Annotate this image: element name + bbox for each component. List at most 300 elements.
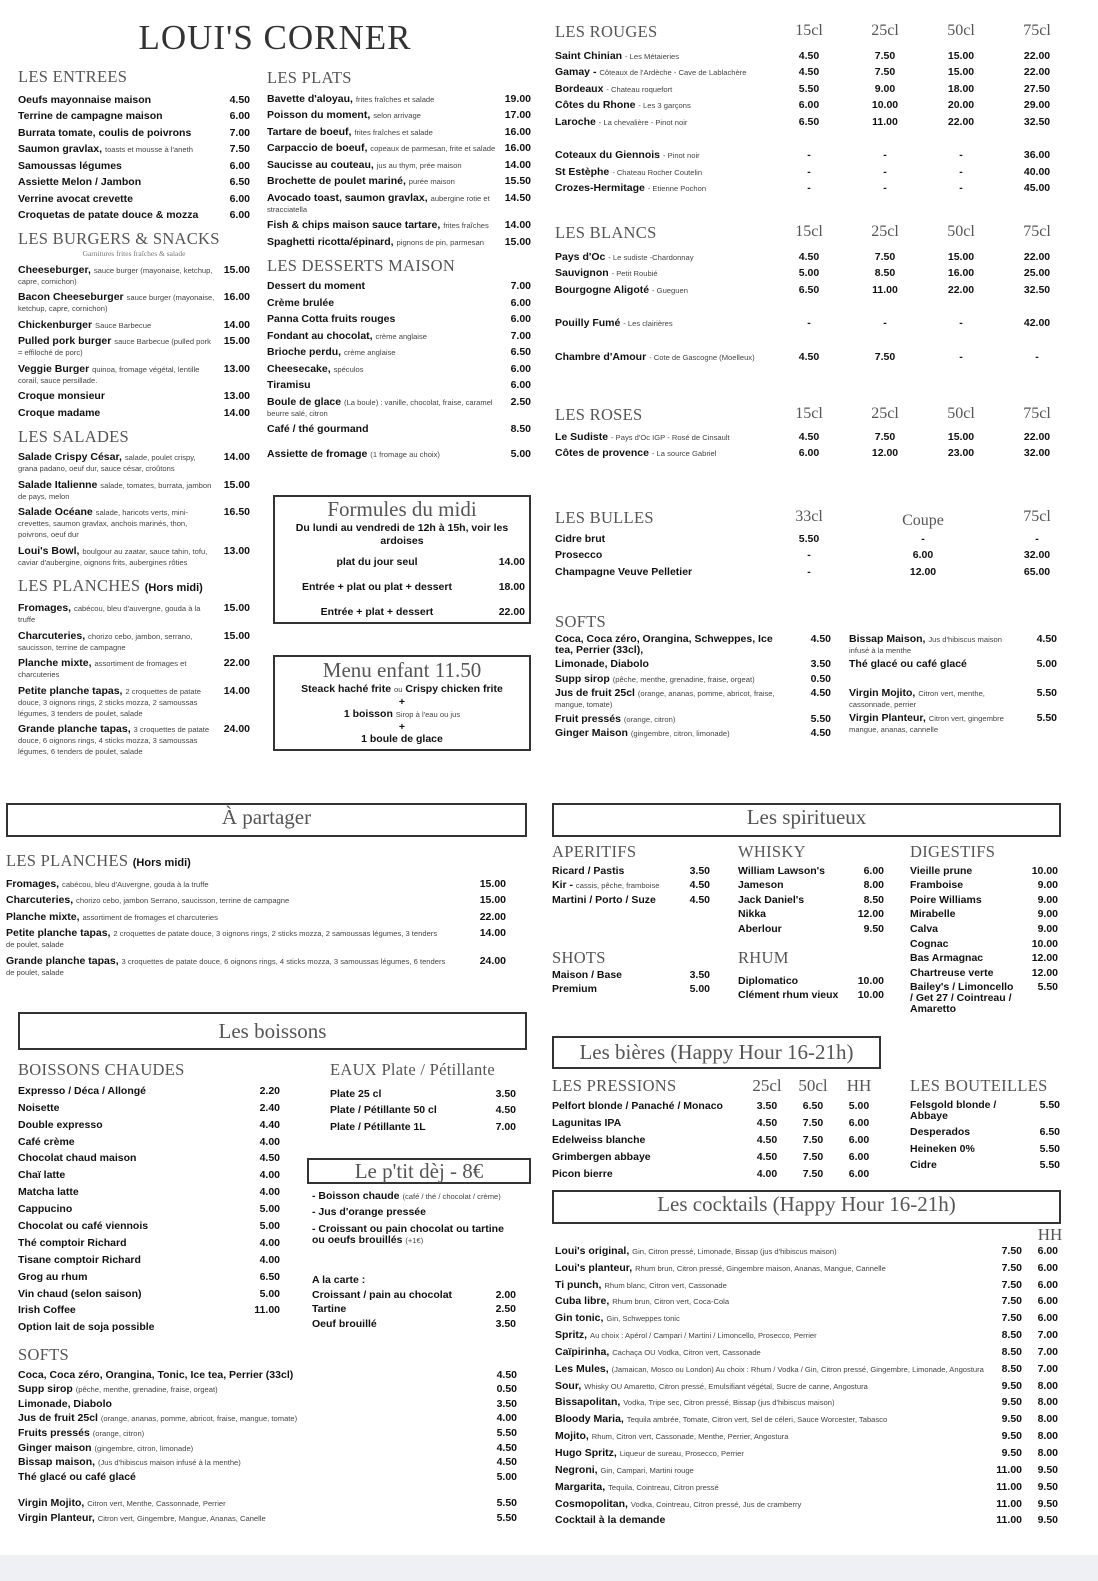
item-price: 14.00 (479, 927, 506, 939)
item-name: Desperados (910, 1126, 971, 1138)
item-price: 22.00 (223, 657, 250, 669)
item-price: 15.00 (223, 478, 250, 491)
menu-item (330, 1116, 516, 1133)
menu-item (555, 670, 831, 685)
digestifs-list (910, 862, 1058, 1015)
item-name: Plate 25 cl (330, 1087, 382, 1100)
item-price: 16.50 (223, 506, 250, 518)
item-price: 14.00 (504, 158, 531, 171)
fromage-list (267, 443, 531, 460)
item-price: - (883, 317, 887, 329)
item-price: 13.00 (223, 362, 250, 375)
item-price: 29.00 (1023, 99, 1051, 111)
item-price: 22.00 (1023, 430, 1051, 443)
item-name: Coca, Coca zéro, Orangina, Schweppes, Ice tea, Perrier (33cl), (555, 632, 773, 656)
item-name: Supp sirop (18, 1383, 73, 1396)
menu-item (910, 877, 1058, 892)
section-heading-burgers: LES BURGERS & SNACKS (18, 229, 220, 248)
restaurant-title: LOUI'S CORNER (138, 18, 412, 57)
formules-box (273, 495, 531, 624)
item-name: Chocolat ou café viennois (18, 1220, 149, 1233)
menu-item (18, 474, 250, 502)
item-name: Chaï latte (18, 1169, 66, 1182)
menu-item (18, 205, 250, 222)
item-price: 7.00 (1037, 1345, 1058, 1358)
item-price: 9.50 (1001, 1446, 1022, 1459)
item-price: 5.00 (510, 447, 531, 460)
menu-item (555, 1493, 1058, 1510)
item-price: 4.50 (689, 893, 710, 906)
item-price: 13.00 (223, 544, 250, 557)
item-name: Chickenburger (18, 318, 93, 331)
item-name: Boule de glace (267, 395, 342, 408)
partager-list (6, 873, 506, 978)
item-price: 5.50 (1037, 981, 1058, 994)
menu-item (552, 1112, 882, 1129)
item-name: Aberlour (738, 922, 782, 935)
menu-item (555, 630, 831, 656)
item-name: Champagne Veuve Pelletier (555, 565, 693, 578)
item-name: Hugo Spritz, (555, 1446, 617, 1459)
section-heading-salades: LES SALADES (18, 426, 130, 446)
item-price: 11.00 (872, 283, 898, 296)
menu-item (18, 89, 250, 106)
boissons-box (18, 1012, 527, 1050)
item-price: 8.50 (874, 267, 896, 279)
item-price: 5.50 (810, 712, 831, 725)
menu-item (18, 1131, 280, 1148)
item-name: Thé glacé ou café glacé (849, 658, 967, 670)
menu-item (552, 1129, 882, 1146)
item-description: cassis, pêche, framboise (575, 881, 660, 891)
enfant-main-a: Steack haché frite (301, 683, 392, 695)
item-name: Bourgogne Aligoté (555, 283, 650, 296)
item-description: (orange, ananas, pomme, abricot, fraise, mangue, tomate) (555, 689, 775, 709)
item-name: Planche mixte, (6, 910, 80, 923)
menu-item (6, 890, 506, 907)
menu-item (555, 710, 831, 725)
item-price: 32.00 (1023, 549, 1051, 561)
item-name: Bacon Cheeseburger (18, 291, 124, 303)
menu-item (555, 1408, 1058, 1425)
item-price: 42.00 (1023, 317, 1051, 329)
menu-item (267, 292, 531, 309)
item-price: 9.50 (1001, 1379, 1022, 1392)
menu-item (18, 402, 250, 419)
menu-item (555, 145, 1075, 162)
desserts-list (267, 276, 531, 436)
menu-item (910, 906, 1058, 921)
menu-item (312, 1315, 516, 1330)
section-heading-roses: LES ROSES (555, 405, 643, 424)
menu-item (555, 656, 831, 671)
item-name: Limonade, Diabolo (18, 1397, 112, 1410)
item-price: 5.00 (689, 983, 710, 996)
blancs-header (555, 223, 1075, 243)
menu-item (555, 545, 1075, 562)
enfant-drink-note: Sirop à l'eau ou jus (395, 710, 461, 719)
plats-list (267, 88, 531, 248)
item-price: 9.00 (1037, 908, 1058, 921)
item-name: Tiramisu (267, 379, 311, 391)
menu-item (18, 1410, 517, 1425)
item-price: 9.50 (1001, 1430, 1022, 1443)
item-price: 14.50 (504, 191, 531, 204)
item-description: sauce burger (mayonaise, ketchup, capre, cornichon) (18, 293, 215, 313)
item-price: 5.50 (496, 1497, 517, 1510)
item-name: Crozes-Hermitage (555, 182, 645, 194)
menu-item (18, 1300, 280, 1317)
section-heading-shots: SHOTS (552, 948, 606, 967)
item-name: Pelfort blonde / Panaché / Monaco (552, 1100, 723, 1112)
menu-item (6, 923, 506, 951)
item-price: 4.50 (756, 1117, 778, 1129)
item-description: copeaux de parmesan, frite et salade (370, 144, 496, 153)
menu-item (555, 1291, 1058, 1308)
item-name: Café / thé gourmand (267, 423, 369, 435)
blancs-list (555, 246, 1075, 363)
item-price: 6.00 (798, 99, 820, 111)
menu-item (18, 358, 250, 386)
item-description: (gingembre, citron, limonade) (630, 729, 730, 738)
item-description: 2 croquettes de patate douce, 3 oignons rings, 2 sticks mozza, 2 samoussas légumes, 3 tenders de poulet, salade (6, 929, 438, 949)
item-name: Calva (910, 922, 939, 935)
item-price: 7.00 (510, 329, 531, 342)
item-name: Bordeaux (555, 82, 604, 95)
item-price: 2.00 (495, 1288, 516, 1301)
menu-item (910, 1138, 1060, 1155)
boissons-title: Les boissons (218, 1019, 327, 1043)
item-price: 14.00 (504, 219, 531, 231)
item-description: (+1€) (405, 1235, 424, 1245)
item-price: 0.50 (810, 672, 831, 685)
menu-item (555, 443, 1075, 460)
item-price: 15.00 (223, 629, 250, 642)
item-price: 7.00 (1037, 1362, 1058, 1375)
item-name: Noisette (18, 1101, 60, 1114)
item-description: chorizo cebo, jambon, serrano, saucisson, terrine de campagne (18, 631, 193, 652)
rouges-list (555, 45, 1075, 194)
item-price: 6.00 (1037, 1278, 1058, 1291)
item-name: Saumon gravlax, (18, 143, 103, 155)
item-name: Loui's Bowl, (18, 544, 80, 557)
item-price: 6.00 (1037, 1244, 1058, 1257)
rhum-list (738, 972, 884, 1001)
item-name: Plate / Pétillante 50 cl (330, 1104, 437, 1116)
item-name: Vieille prune (910, 864, 973, 877)
formule-price: 22.00 (498, 606, 525, 618)
item-price: - (807, 565, 811, 578)
item-name: Martini / Porto / Suze (552, 893, 656, 906)
item-price: 32.50 (1023, 115, 1051, 128)
item-description: Au choix : Apérol / Campari / Martini / Limoncello, Prosecco, Perrier (590, 1331, 817, 1341)
menu-item (18, 653, 250, 681)
item-name: Jack Daniel's (738, 893, 805, 906)
item-price: 7.50 (1001, 1295, 1022, 1308)
item-name: Irish Coffee (18, 1304, 76, 1317)
item-price: 20.00 (947, 99, 975, 111)
item-name: Cheesecake, (267, 362, 331, 375)
item-name: Charcuteries, (6, 894, 74, 906)
planches-note: (Hors midi) (144, 581, 203, 594)
item-price: 15.00 (223, 263, 250, 276)
section-heading-bouteilles: LES BOUTEILLES (910, 1076, 1048, 1095)
item-description: Rhum brun, Citron vert, Coca-Cola (612, 1297, 730, 1307)
menu-item (910, 979, 1058, 1016)
item-price: 6.00 (510, 362, 531, 375)
menu-item (18, 1097, 280, 1114)
menu-enfant-box (273, 655, 531, 751)
menu-item (555, 346, 1075, 363)
item-description: assortiment de fromages et charcuteries (82, 912, 218, 922)
formules-subtitle: Du lundi au vendredi de 12h à 15h, voir les ardoises (295, 522, 509, 547)
item-description: Vodka, Cointreau, Citron pressé, Jus de cramberry (630, 1499, 802, 1509)
item-price: 4.00 (259, 1253, 280, 1266)
item-price: 7.00 (229, 126, 250, 139)
size-header: HH (846, 1076, 872, 1095)
cocktails-title: Les cocktails (Happy Hour 16-21h) (657, 1192, 956, 1216)
planches-heading: LES PLANCHES (18, 575, 141, 595)
formule-label: Entrée + plat + dessert (320, 606, 434, 618)
item-price: 11.00 (996, 1514, 1022, 1527)
menu-item (552, 862, 710, 877)
menu-item (330, 1100, 516, 1117)
item-price: 4.50 (1036, 632, 1057, 645)
item-name: Chartreuse verte (910, 966, 994, 979)
entrees-list (18, 89, 250, 221)
menu-item (312, 1286, 516, 1301)
item-name: Pouilly Fumé (555, 317, 621, 329)
item-description: Tequila ambrée, Tomate, Citron vert, Sel de céleri, Sauce Worcester, Tabasco (626, 1415, 888, 1425)
size-header: 15cl (795, 223, 823, 240)
item-price: 7.50 (1001, 1261, 1022, 1274)
item-price: 11.00 (872, 115, 898, 128)
menu-item (267, 358, 531, 375)
item-name: Grande planche tapas, (6, 954, 119, 967)
item-name: Verrine avocat crevette (18, 192, 133, 205)
item-price: 2.40 (259, 1101, 280, 1114)
item-name: Supp sirop (555, 672, 610, 685)
item-price: 7.00 (510, 280, 531, 292)
item-description: crème anglaise (375, 331, 428, 341)
item-price: 65.00 (1023, 565, 1051, 578)
item-price: 15.50 (504, 175, 531, 187)
item-name: Tartine (312, 1303, 347, 1315)
item-price: - (959, 165, 963, 178)
item-description: crème anglaise (344, 348, 396, 357)
menu-item (6, 873, 506, 890)
menu-item (910, 1094, 1060, 1122)
partager-title: À partager (221, 805, 312, 829)
item-name: Jus de fruit 25cl (18, 1412, 98, 1425)
formule-price: 18.00 (498, 581, 525, 593)
menu-item (18, 1215, 280, 1232)
menu-item (18, 598, 250, 626)
item-price: 4.50 (810, 687, 831, 699)
item-description: - Les clairières (623, 319, 673, 328)
item-description: salade, tomates, burrata, jambon de pays, melon (18, 480, 212, 501)
item-description: sauce burger (mayonaise, ketchup, capre, cornichon) (18, 265, 213, 286)
item-name: Les Mules, (555, 1362, 609, 1375)
item-name: Fromages, (18, 602, 72, 614)
cocktails-list (555, 1240, 1058, 1526)
item-description: purée maison (408, 177, 455, 186)
menu-item (555, 1425, 1058, 1442)
item-price: 12.00 (909, 565, 937, 578)
item-price: - (807, 182, 811, 194)
item-price: 6.00 (510, 313, 531, 325)
item-name: Heineken 0% (910, 1142, 975, 1155)
item-description: (orange, citron) (623, 714, 676, 724)
item-price: 5.00 (259, 1220, 280, 1233)
bieres-title: Les bières (Happy Hour 16-21h) (579, 1040, 854, 1064)
item-price: - (959, 182, 963, 194)
item-price: 4.50 (798, 430, 820, 443)
item-name: Spritz, (555, 1329, 588, 1342)
shots-list (552, 966, 710, 995)
menu-item (312, 1185, 516, 1202)
partager-note: (Hors midi) (132, 857, 191, 869)
item-name: Ricard / Pastis (552, 864, 625, 877)
item-name: Panna Cotta fruits rouges (267, 313, 396, 325)
item-price: 11.00 (996, 1497, 1022, 1510)
item-price: 6.00 (229, 110, 250, 122)
item-description: Jus d'hibiscus maison infusé à la menthe (849, 634, 1002, 655)
item-description: frites fraîches et salade (354, 127, 433, 137)
item-description: Cachaça OU Vodka, Citron vert, Cassonade (612, 1347, 761, 1357)
item-name: Mojito, (555, 1430, 589, 1443)
item-description: chorizo cebo, jambon Serrano, saucisson, terrine de campagne (76, 896, 290, 905)
menu-item (555, 1324, 1058, 1341)
item-price: 4.00 (259, 1186, 280, 1199)
menu-item (18, 625, 250, 653)
item-price: 6.00 (229, 159, 250, 172)
item-price: 10.00 (871, 99, 899, 111)
item-name: Brioche perdu, (267, 346, 342, 358)
eaux-list (330, 1083, 516, 1133)
item-name: Fruit pressés (555, 712, 621, 725)
menu-item (555, 1375, 1058, 1392)
item-price: 15.00 (947, 250, 975, 263)
item-description: Sauce Barbecue (95, 320, 152, 330)
item-description: Rhum blanc, Citron vert, Cassonade (604, 1280, 727, 1290)
item-price: 15.00 (479, 894, 506, 906)
item-price: - (807, 149, 811, 161)
menu-item (18, 331, 250, 359)
item-price: - (807, 549, 811, 561)
item-description: - Petit Roubié (611, 269, 658, 278)
menu-item (18, 1381, 517, 1396)
menu-item (555, 685, 831, 711)
item-price: 16.00 (947, 267, 975, 279)
menu-item (18, 122, 250, 139)
menu-item (552, 981, 710, 996)
item-name: - Boisson chaude (312, 1189, 400, 1202)
item-price: 8.00 (863, 879, 884, 892)
plus-sign: + (398, 721, 406, 733)
item-price: 2.50 (510, 395, 531, 408)
item-name: Samoussas légumes (18, 159, 122, 172)
menu-item (555, 561, 1075, 578)
item-name: Edelweiss blanche (552, 1134, 646, 1146)
item-description: Vodka, Tripe sec, Citron pressé, Bissap (jus d'hibiscus maison) (623, 1398, 835, 1408)
item-name: Brochette de poulet mariné, (267, 175, 406, 187)
ptitdej-box (307, 1158, 531, 1184)
item-name: Petite planche tapas, (18, 684, 123, 697)
item-price: 5.50 (496, 1511, 517, 1524)
menu-item (555, 279, 1075, 296)
item-name: Plate / Pétillante 1L (330, 1120, 426, 1133)
size-header: 50cl (947, 22, 975, 39)
bouteilles-list (910, 1094, 1060, 1171)
item-price: 7.50 (1001, 1278, 1022, 1291)
item-price: 4.50 (229, 93, 250, 106)
item-price: 9.50 (1037, 1480, 1058, 1493)
item-name: Croque madame (18, 406, 101, 419)
item-name: Margarita, (555, 1480, 606, 1493)
menu-item (312, 1218, 516, 1246)
item-description: 2 croquettes de patate douce, 3 oignons rings, 2 sticks mozza, 2 samoussas légumes, 3 tenders de poulet, salade (18, 686, 201, 718)
item-description: - Pinot noir (662, 151, 700, 160)
item-price: - (883, 182, 887, 194)
item-name: Cidre (910, 1159, 937, 1171)
salades-list (18, 447, 250, 568)
item-price: 4.50 (798, 250, 820, 263)
item-name: Poire Williams (910, 893, 982, 906)
menu-item (555, 263, 1075, 280)
item-name: Salade Crispy César, (18, 451, 122, 463)
size-header: 15cl (795, 405, 823, 422)
item-price: 4.50 (756, 1151, 778, 1163)
item-price: 40.00 (1023, 165, 1051, 178)
item-price: 12.00 (1031, 952, 1058, 965)
item-price: 14.00 (223, 406, 250, 419)
item-price: 5.00 (496, 1470, 517, 1483)
item-price: - (883, 149, 887, 161)
item-name: Assiette de fromage (267, 447, 368, 460)
menu-item (267, 171, 531, 188)
item-price: 5.50 (798, 532, 820, 545)
formule-label: Entrée + plat ou plat + dessert (302, 581, 452, 593)
size-header: 75cl (1023, 223, 1051, 240)
item-price: 8.00 (1037, 1396, 1058, 1409)
item-description: assortiment de fromages et charcuteries (18, 659, 187, 679)
item-price: 7.50 (874, 66, 896, 78)
item-name: Saint Chinian (555, 49, 623, 62)
menu-item (18, 1080, 280, 1097)
softs-right-list (849, 630, 1057, 735)
item-price: 4.50 (496, 1441, 517, 1454)
item-price: 5.00 (259, 1287, 280, 1300)
item-description: pignons de pin, parmesan (396, 237, 484, 247)
item-description: (café / thé / chocolat / crème) (402, 1191, 501, 1201)
item-description: cabécou, bleu d'Auvergne, gouda à la truffe (62, 879, 209, 889)
hh-header: HH (1037, 1225, 1063, 1244)
menu-item (910, 1155, 1060, 1172)
menu-item (267, 154, 531, 171)
item-price: 9.50 (1001, 1396, 1022, 1409)
section-heading-blancs: LES BLANCS (555, 223, 657, 242)
a-la-carte-list (312, 1286, 516, 1330)
menu-item (18, 680, 250, 719)
item-name: - Croissant ou pain chocolat ou tartine ou oeufs brouillés (312, 1222, 504, 1246)
item-description: jus au thym, prée maison (376, 160, 462, 170)
menu-item (555, 1358, 1058, 1375)
menu-item (18, 1198, 280, 1215)
item-price: 7.50 (802, 1117, 824, 1129)
item-price: 24.00 (223, 723, 250, 735)
menu-item (18, 1181, 280, 1198)
